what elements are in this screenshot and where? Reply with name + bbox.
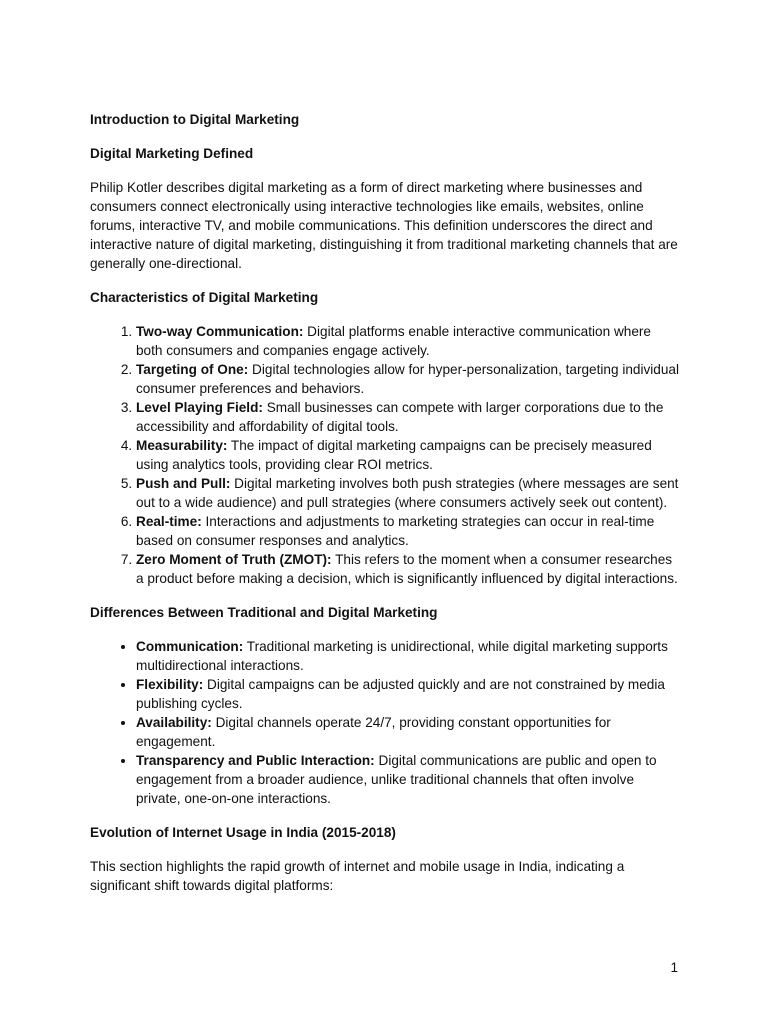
paragraph-defined: Philip Kotler describes digital marketing as a form of direct marketing where businesses and consumers connect electronically using interactive technologies like emails, websites, online forums, interactive TV, and mobile communications. This definition underscores the direct and interactive nature of digital marketing, distinguishing it from traditional marketing channels that are generally one-directional. — [90, 180, 678, 271]
section-heading-defined: Digital Marketing Defined — [90, 146, 254, 161]
list-item — [136, 751, 680, 808]
list-item-text: Digital marketing involves both push strategies (where messages are sent out to a wide audience) and pull strategies (where consumers actively seek out content). — [136, 476, 679, 510]
list-item-text: Digital channels operate 24/7, providing constant opportunities for engagement. — [136, 715, 611, 749]
section-heading-evolution: Evolution of Internet Usage in India (2015-2018) — [90, 825, 396, 840]
list-item-term: Flexibility: — [136, 677, 204, 692]
list-item-term: Two-way Communication: — [136, 324, 304, 339]
list-item-text: Digital campaigns can be adjusted quickly and are not constrained by media publishing cycles. — [136, 677, 665, 711]
list-item — [136, 360, 680, 398]
list-item — [136, 713, 680, 751]
list-item-term: Push and Pull: — [136, 476, 231, 491]
differences-list — [90, 637, 680, 808]
list-item-text: Digital technologies allow for hyper-personalization, targeting individual consumer preferences and behaviors. — [136, 362, 679, 396]
list-item-term: Level Playing Field: — [136, 400, 263, 415]
list-item-term: Zero Moment of Truth (ZMOT): — [136, 552, 332, 567]
list-item-text: The impact of digital marketing campaigns can be precisely measured using analytics tools, providing clear ROI metrics. — [136, 438, 652, 472]
list-item-text: Interactions and adjustments to marketing strategies can occur in real-time based on consumer responses and analytics. — [136, 514, 655, 548]
section-heading-differences: Differences Between Traditional and Digital Marketing — [90, 605, 438, 620]
list-item — [136, 398, 680, 436]
list-item-term: Transparency and Public Interaction: — [136, 753, 375, 768]
list-item-term: Measurability: — [136, 438, 228, 453]
paragraph-evolution: This section highlights the rapid growth of internet and mobile usage in India, indicating a significant shift towards digital platforms: — [90, 859, 625, 893]
list-item — [136, 512, 680, 550]
document-title: Introduction to Digital Marketing — [90, 112, 300, 127]
list-item-text: Digital platforms enable interactive communication where both consumers and companies engage actively. — [136, 324, 651, 358]
page-number: 1 — [670, 960, 678, 975]
list-item-term: Communication: — [136, 639, 244, 654]
list-item — [136, 436, 680, 474]
list-item — [136, 675, 680, 713]
document-page — [90, 110, 680, 895]
list-item-text: This refers to the moment when a consumer researches a product before making a decision, which is significantly influenced by digital interactions. — [136, 552, 678, 586]
list-item-term: Real-time: — [136, 514, 202, 529]
section-heading-characteristics: Characteristics of Digital Marketing — [90, 290, 319, 305]
list-item — [136, 474, 680, 512]
list-item-text: Digital communications are public and open to engagement from a broader audience, unlike traditional channels that often involve private, one-on-one interactions. — [136, 753, 657, 806]
list-item-text: Traditional marketing is unidirectional, while digital marketing supports multidirectional interactions. — [136, 639, 668, 673]
list-item — [136, 322, 680, 360]
list-item-term: Availability: — [136, 715, 212, 730]
list-item-text: Small businesses can compete with larger corporations due to the accessibility and affordability of digital tools. — [136, 400, 664, 434]
list-item — [136, 550, 680, 588]
list-item — [136, 637, 680, 675]
list-item-term: Targeting of One: — [136, 362, 249, 377]
characteristics-list — [90, 322, 680, 588]
